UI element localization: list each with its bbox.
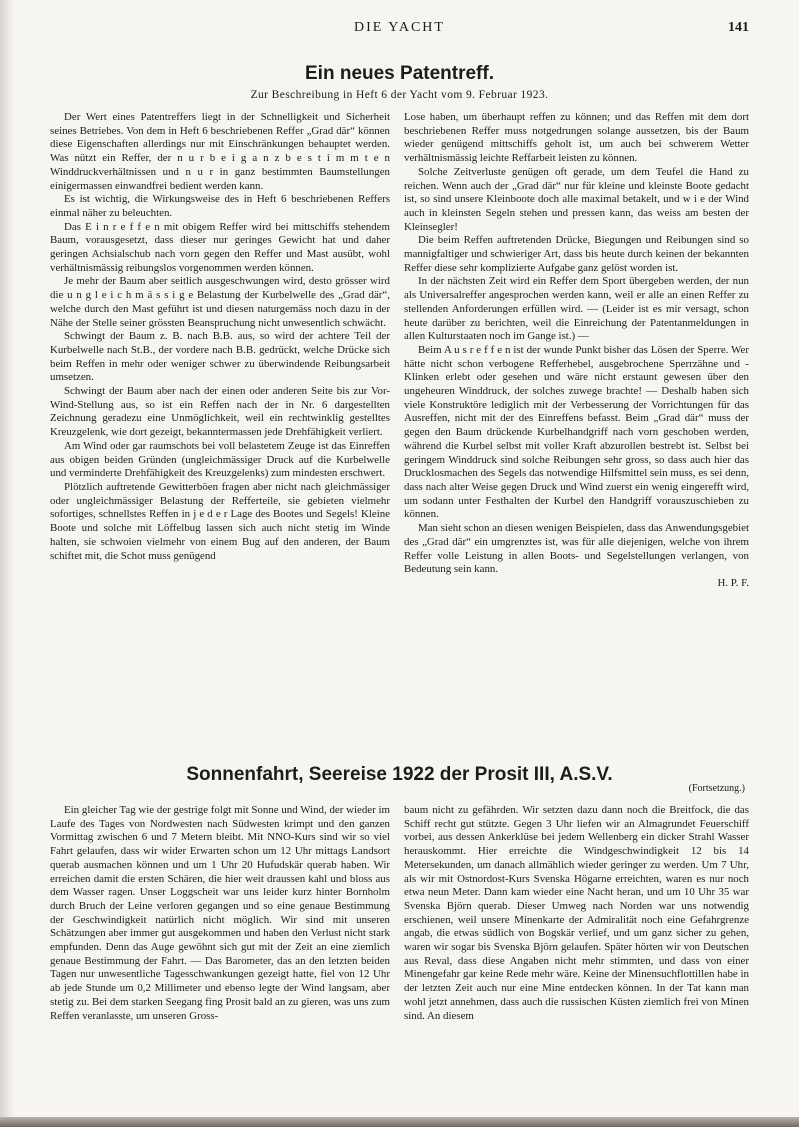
paragraph: Plötzlich auftretende Gewitterböen fragen aber nicht nach gleichmässiger oder ungleichmässiger Belastung der Refferteile, sie gebieten vielmehr sofortiges, schnellstes Reffen in j e d e r Lage des Bootes und Segels! Kleine Boote und solche mit Löffelbug lassen sich auch nicht stetig im Winde halten, sie schwoien vielmehr von einem Bug auf den anderen, der Baum schiftet mit, die Schot muss genügend (50, 480, 390, 562)
paragraph: Je mehr der Baum aber seitlich ausgeschwungen wird, desto grösser wird die u n g l e i c h m ä s s i g e Belastung der Kurbelwelle des „Grad där“, welche durch den Mast geführt ist und diesen naturgemäss noch dazu in der Nähe der Stelle seiner grössten Beanspruchung nicht unwesentlich schwächt. (50, 275, 390, 329)
paragraph: Man sieht schon an diesen wenigen Beispielen, dass das Anwendungsgebiet des „Grad där“ ein umgrenztes ist, was für alle diejenigen, welche von ihrem Reffer volle Leistung in allen Boots- und Segelstellungen verlangen, von Bedeutung sein kann. (404, 522, 749, 576)
article-title: Sonnenfahrt, Seereise 1922 der Prosit III, A.S.V. (186, 764, 613, 785)
paragraph: Schwingt der Baum z. B. nach B.B. aus, so wird der achtere Teil der Kurbelwelle nach St.B., der vordere nach B.B. gedrückt, welche Drücke sich beim Reffen in mehr oder weniger schwer zu überwindende Reibungsarbeit umsetzen. (50, 330, 390, 384)
page-bottom-edge (0, 1117, 799, 1127)
article1-left-column (50, 111, 390, 563)
page-number: 141 (728, 20, 749, 35)
article-title: Ein neues Patentreff. (305, 63, 494, 84)
paragraph: Das E i n r e f f e n mit obigem Reffer wird bei mittschiffs stehendem Baum, vorausgesetzt, dass dieser nur geringes Gewicht hat und daher geringen Achsialschub nach vorn gegen den Reffer und Mast ausübt, wohl verhältnismässig reibungslos vorgenommen werden können. (50, 220, 390, 274)
paragraph: Am Wind oder gar raumschots bei voll belastetem Zeuge ist das Einreffen aus obigen beiden Gründen (ungleichmässiger Druck auf die Kurbelwelle und verminderte Drehfähigkeit des Kreuzgelenks) zum mindesten erschwert. (50, 439, 390, 480)
article-subtitle: Zur Beschreibung in Heft 6 der Yacht vom 9. Februar 1923. (250, 89, 549, 101)
paragraph: baum nicht zu gefährden. Wir setzten dazu dann noch die Breitfock, die das Schiff recht gut stützte. Gegen 3 Uhr liefen wir an Almagrundet Feuerschiff vorbei, aus dessen Ankerklüse bei jedem Wellenberg ein dicker Strahl Wasser herauskommt. Hier erreichte die Windgeschwindigkeit 12 bis 14 Metersekunden, um danach allmählich wieder geringer zu werden. Um 7 Uhr, als wir mit Ostnordost-Kurs Svenska Högarne erreichten, waren es nur noch etwa neun Meter. Dann kam wieder eine Nacht heran, und um 10 Uhr 35 war Svenska Björn querab. Dieser Umweg nach Norden war uns notwendig erschienen, weil unsere Minenkarte der Admiralität noch eine Gefahrgrenze angab, die etwas südlich von Bogskär verlief, und um ganz sicher zu gehen, waren wir sogar bis Svenska Björn gelaufen. Später hörten wir von Deutschen aus Reval, dass diese Angaben nicht mehr stimmten, und dass von einer Minengefahr gar keine Rede mehr wäre. Keine der Minensuchflottillen habe in der letzten Zeit auch nur eine Mine entdecken können. In der Tat kann man wohl jetzt annehmen, dass auch die russischen Küsten ziemlich frei von Minen sind. An diesem (404, 804, 749, 1022)
paragraph: Es ist wichtig, die Wirkungsweise des in Heft 6 beschriebenen Reffers einmal näher zu beleuchten. (50, 193, 390, 219)
article2-left-column (50, 804, 390, 1023)
paragraph: Solche Zeitverluste genügen oft gerade, um dem Teufel die Hand zu reichen. Wenn auch der „Grad där“ nur für kleine und kleinste Boote gedacht ist, so sind unsere Kleinboote doch alle maximal betakelt, und w i e der Wind auch in kleinsten Segeln stehen und pressen kann, das weiss am besten der Kleinsegler! (404, 165, 749, 233)
article2-right-column (404, 804, 749, 1023)
paragraph: Schwingt der Baum aber nach der einen oder anderen Seite bis zur Vor-Wind-Stellung aus, so ist ein Reffen nach der in Nr. 6 dargestellten Zeichnung geradezu eine Unmöglichkeit, weil ein rechtwinklig gestelltes Kreuzgelenk, wie dort gezeigt, bekanntermassen jede Drehfähigkeit verliert. (50, 385, 390, 439)
paragraph: Der Wert eines Patentreffers liegt in der Schnelligkeit und Sicherheit seines Betriebes. Von dem in Heft 6 beschriebenen Reffer „Grad där“ können diese Eigenschaften allerdings nur mit Einschränkungen behauptet werden. Was nützt ein Reffer, der n u r b e i g a n z b e s t i m m t e n Winddruckverhältnissen und n u r in ganz bestimmten Baumstellungen einigermassen einwandfrei bedient werden kann. (50, 111, 390, 192)
running-head: DIE YACHT (354, 20, 445, 35)
continuation-note: (Fortsetzung.) (688, 783, 745, 794)
paragraph: Beim A u s r e f f e n ist der wunde Punkt bisher das Lösen der Sperre. Wer hätte nicht schon verbogene Refferhebel, ausgebrochene Sperrzähne und -Klinken erlebt oder gesehen und wäre nicht erstaunt gewesen über den ungeheuren Winddruck, der solches zuwege brachte! — Deshalb haben sich viele Konstruktöre lediglich mit der Verbesserung der Vorrichtungen für das Ausreffen, nicht mit der des Einreffens befasst. Beim „Grad där“ muss der gegen den Baum drückende Kurbelhandgriff nach vorn geschoben werden, während die Kurbel selbst mit voller Kraft abzurollen bestrebt ist. Selbst bei geringem Winddruck sind solche Reibungen sehr gross, so dass auch hier das Drucklosmachen des Segels das notwendige Hilfsmittel sein muss, es sei denn, dass nach alter Weise gegen Druck und Wind zuerst ein wenig eingerefft wird, um sodann unter Festhalten der Kurbel den Handgriff vorauszuschieben zu können. (404, 343, 749, 521)
paragraph: Ein gleicher Tag wie der gestrige folgt mit Sonne und Wind, der wieder im Laufe des Tages von Nordwesten nach Südwesten krimpt und den ganzen Vormittag zwischen 6 und 7 Metern bleibt. Mit NNO-Kurs sind wir so viel Fahrt gelaufen, dass wir wider Erwarten schon um 12 Uhr mittags Landsort querab ausmachen können und um 1 Uhr 20 Hufudskär querab haben. Wir erreichen damit die ersten Schären, die hier weit draussen kahl und bloss aus dem Wasser ragen. Unser Loggscheit war uns leider kurz hinter Bornholm durch Bruch der Leine verloren gegangen und so eine genaue Bestimmung der Geschwindigkeit natürlich nicht möglich. Wir sind mit unseren Schätzungen aber immer gut ausgekommen und haben den Verlust nicht stark empfunden. Denn das Auge gewöhnt sich gut mit der Zeit an eine ziemlich genaue Bestimmung der Fahrt. — Das Barometer, das an den letzten beiden Tagen nur unwesentliche Tagesschwankungen gezeigt hatte, fiel von 12 Uhr ab jede Stunde um 0,2 Millimeter und ebenso legte der Wind langsam, aber stetig zu. Bei dem starken Seegang fing Prosit bald an zu gieren, was uns zum Reffen veranlasste, um unseren Gross- (50, 804, 390, 1022)
article1-right-column (404, 111, 749, 591)
paragraph: Lose haben, um überhaupt reffen zu können; und das Reffen mit dem dort beschriebenen Reffer muss notgedrungen solange aussetzen, bis der Baum wieder genügend mittschiffs geholt ist, um auch bei schwerem Wetter verhältnismässig leichte Reffarbeit leisten zu können. (404, 111, 749, 165)
paragraph: Die beim Reffen auftretenden Drücke, Biegungen und Reibungen sind so mannigfaltiger und schwieriger Art, dass bis heute durch keinen der bekannten Reffer diese sehr komplizierte Aufgabe ganz gelöst worden ist. (404, 234, 749, 274)
author-signature: H. P. F. (717, 576, 749, 589)
paragraph: In der nächsten Zeit wird ein Reffer dem Sport übergeben werden, der nun als Universalreffer angesprochen werden kann, weil er alle an einen Reffer zu stellenden Anforderungen erfüllen wird. — (Leider ist es mir versagt, schon heute darüber zu berichten, weil die Einreichung der Patentanmeldungen in allen Kulturstaaten noch im Gange ist.) — (404, 275, 749, 343)
page-edge-shadow (0, 0, 14, 1127)
